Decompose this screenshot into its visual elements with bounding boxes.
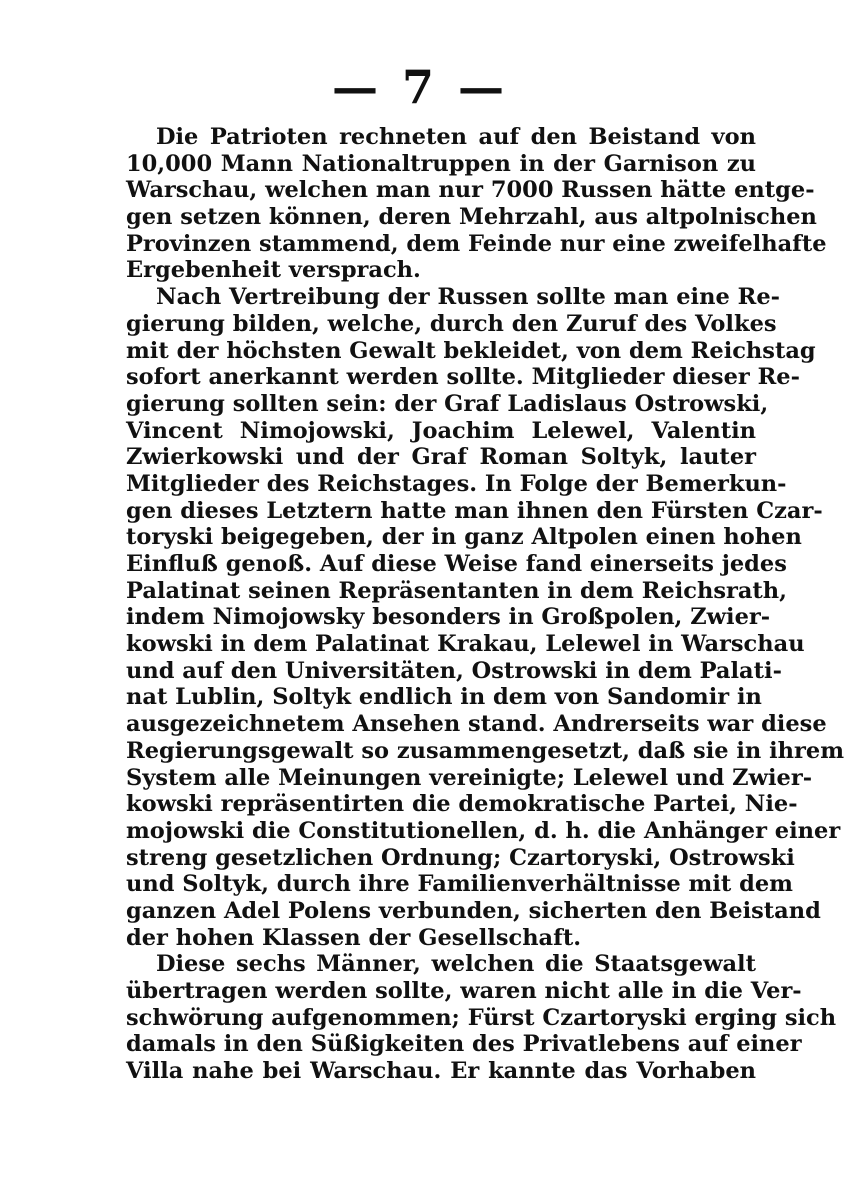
text-line: kowski in dem Palatinat Krakau, Lelewel in Warschau (126, 631, 805, 658)
text-line: gierung sollten sein: der Graf Ladislaus Ostrowski, (126, 390, 769, 417)
text-line: Vincent Nimojowski, Joachim Lelewel, Valentin (126, 417, 756, 444)
text-line: streng gesetzlichen Ordnung; Czartoryski, Ostrowski (126, 844, 795, 871)
text-line: Mitglieder des Reichstages. In Folge der Bemerkun- (126, 470, 787, 497)
text-line: gen setzen können, deren Mehrzahl, aus altpolnischen (126, 204, 817, 231)
text-line: gierung bilden, welche, durch den Zuruf des Volkes (126, 310, 777, 337)
text-line: ganzen Adel Polens verbunden, sicherten den Beistand (126, 897, 821, 924)
text-line: nat Lublin, Soltyk endlich in dem von Sandomir in (126, 684, 762, 711)
text-line: Diese sechs Männer, welchen die Staatsgewalt (156, 951, 756, 978)
text-line: Ergebenheit versprach. (126, 257, 421, 284)
text-line: Die Patrioten rechneten auf den Beistand von (156, 124, 756, 150)
text-line: Regierungsgewalt so zusammengesetzt, daß sie in ihrem (126, 737, 844, 764)
text-line: toryski beigegeben, der in ganz Altpolen einen hohen (126, 524, 802, 551)
body-text (126, 124, 844, 1085)
text-line: der hohen Klassen der Gesellschaft. (126, 924, 582, 951)
text-line: Palatinat seinen Repräsentanten in dem Reichsrath, (126, 577, 788, 604)
text-line: damals in den Süßigkeiten des Privatlebens auf einer (126, 1031, 802, 1058)
text-line: Provinzen stammend, dem Feinde nur eine zweifelhafte (126, 230, 827, 257)
text-line: Einfluß genoß. Auf diese Weise fand einerseits jedes (126, 551, 787, 577)
text-line: schwörung aufgenommen; Fürst Czartoryski erging sich (126, 1004, 837, 1031)
text-line: Zwierkowski und der Graf Roman Soltyk, lauter (126, 444, 756, 471)
text-line: gen dieses Letztern hatte man ihnen den Fürsten Czar- (126, 497, 823, 524)
text-line: 10,000 Mann Nationaltruppen in der Garnison zu (126, 150, 756, 177)
text-line: System alle Meinungen vereinigte; Lelewel und Zwier- (126, 764, 813, 791)
text-line: Villa nahe bei Warschau. Er kannte das Vorhaben (126, 1058, 756, 1085)
text-line: sofort anerkannt werden sollte. Mitglieder dieser Re- (126, 364, 800, 391)
text-line: und Soltyk, durch ihre Familienverhältnisse mit dem (126, 871, 793, 898)
text-line: Nach Vertreibung der Russen sollte man eine Re- (156, 284, 780, 311)
text-line: und auf den Universitäten, Ostrowski in dem Palati- (126, 657, 782, 684)
text-line: mit der höchsten Gewalt bekleidet, von dem Reichstag (126, 337, 816, 364)
text-line: indem Nimojowsky besonders in Großpolen, Zwier- (126, 604, 771, 631)
page-number: — 7 — (331, 60, 509, 114)
text-line: Warschau, welchen man nur 7000 Russen hätte entge- (126, 177, 815, 204)
text-line: kowski repräsentirten die demokratische Partei, Nie- (126, 791, 798, 818)
text-line: übertragen werden sollte, waren nicht alle in die Ver- (126, 978, 802, 1004)
text-line: ausgezeichnetem Ansehen stand. Andrerseits war diese (126, 711, 827, 738)
text-line: mojowski die Constitutionellen, d. h. die Anhänger einer (126, 817, 841, 844)
